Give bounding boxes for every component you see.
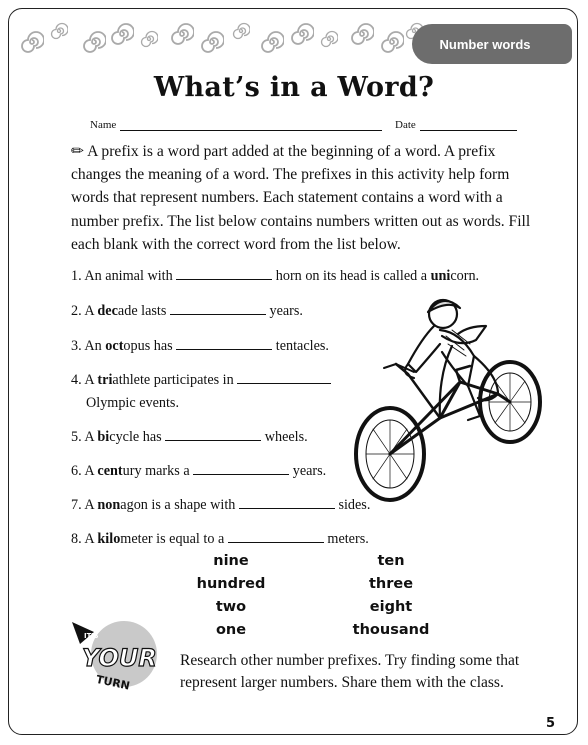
word-bank-item: eight xyxy=(369,599,413,615)
question-8 xyxy=(71,528,369,550)
prefix-highlight: non xyxy=(97,497,121,513)
swirl-icon xyxy=(20,30,44,54)
word-bank-item: three xyxy=(368,576,414,592)
prefix-highlight: bi xyxy=(97,429,110,445)
word-bank-item: one xyxy=(215,622,247,638)
question-text: An xyxy=(84,338,106,354)
question-text: corn. xyxy=(450,268,480,284)
question-text: cycle has xyxy=(109,429,162,445)
swirl-icon xyxy=(350,22,374,46)
swirl-icon xyxy=(320,30,338,48)
question-text: A xyxy=(84,429,98,445)
question-4-continued: Olympic events. xyxy=(86,395,179,411)
answer-blank-5[interactable] xyxy=(165,428,261,441)
question-text: An animal with xyxy=(84,268,173,284)
question-text: tentacles. xyxy=(275,338,329,354)
question-4 xyxy=(71,369,331,391)
word-bank-item: thousand xyxy=(352,622,430,638)
question-text: A xyxy=(84,531,98,547)
question-text: A xyxy=(84,372,98,388)
decorative-swirls xyxy=(20,18,420,58)
swirl-icon xyxy=(140,30,158,48)
prefix-highlight: kilo xyxy=(97,531,121,547)
question-text: horn on its head is called a xyxy=(275,268,431,284)
date-field[interactable] xyxy=(420,130,517,131)
swirl-icon xyxy=(200,30,224,54)
question-text: meter is equal to a xyxy=(120,531,225,547)
question-text: sides. xyxy=(338,497,371,513)
question-text: opus has xyxy=(123,338,173,354)
question-number: 1. xyxy=(71,268,82,284)
question-6 xyxy=(71,460,326,482)
badge-turn-text: TURN xyxy=(94,672,131,693)
page-title: What’s in a Word? xyxy=(153,72,435,103)
question-2 xyxy=(71,300,303,322)
question-text: ury marks a xyxy=(122,463,190,479)
answer-blank-1[interactable] xyxy=(176,267,272,280)
question-7 xyxy=(71,494,370,516)
its-your-turn-badge xyxy=(72,618,172,698)
prefix-highlight: uni xyxy=(430,268,451,284)
question-number: 6. xyxy=(71,463,82,479)
question-text: athlete participates in xyxy=(112,372,234,388)
swirl-icon xyxy=(260,30,284,54)
swirl-icon xyxy=(170,22,194,46)
question-text: A xyxy=(84,497,98,513)
question-text: meters. xyxy=(327,531,369,547)
swirl-icon xyxy=(110,22,134,46)
prefix-highlight: dec xyxy=(97,303,118,319)
question-number: 7. xyxy=(71,497,82,513)
section-tab-label: Number words xyxy=(439,36,531,52)
question-5 xyxy=(71,426,308,448)
swirl-icon xyxy=(290,22,314,46)
name-field[interactable] xyxy=(120,130,382,131)
answer-blank-7[interactable] xyxy=(239,496,335,509)
instructions-paragraph: ✏ A prefix is a word part added at the beginning of a word. A prefix changes the meaning of a word. The prefixes in this activity help form words that represent numbers. Each statement contains a word with a number prefix. The list below contains numbers written out as words. Fill each blank with the correct word from the list below. xyxy=(71,143,531,253)
answer-blank-3[interactable] xyxy=(176,337,272,350)
word-bank-item: hundred xyxy=(196,576,266,592)
question-text: agon is a shape with xyxy=(120,497,236,513)
word-bank-item: ten xyxy=(377,553,405,569)
question-number: 2. xyxy=(71,303,82,319)
question-number: 4. xyxy=(71,372,82,388)
swirl-icon xyxy=(380,30,404,54)
name-label: Name xyxy=(90,119,117,131)
your-turn-text: Research other number prefixes. Try finding some that represent larger numbers. Share them with the class. xyxy=(180,652,520,691)
question-text: A xyxy=(84,303,98,319)
answer-blank-8[interactable] xyxy=(228,530,324,543)
question-text: wheels. xyxy=(264,429,308,445)
word-bank-item: two xyxy=(215,599,247,615)
date-label: Date xyxy=(395,119,416,131)
question-number: 3. xyxy=(71,338,82,354)
answer-blank-4[interactable] xyxy=(237,371,331,384)
question-number: 5. xyxy=(71,429,82,445)
question-text: years. xyxy=(269,303,303,319)
badge-its-text: IT'S xyxy=(84,632,99,640)
question-text: ade lasts xyxy=(117,303,167,319)
badge-your-text: YOUR xyxy=(82,644,157,672)
word-bank-item: nine xyxy=(213,553,249,569)
question-1 xyxy=(71,265,479,287)
answer-blank-6[interactable] xyxy=(193,462,289,475)
prefix-highlight: cent xyxy=(97,463,123,479)
cyclist-illustration xyxy=(348,286,548,506)
question-text: years. xyxy=(292,463,327,479)
question-number: 8. xyxy=(71,531,82,547)
swirl-icon xyxy=(50,22,68,40)
swirl-icon xyxy=(232,22,250,40)
page-number: 5 xyxy=(546,716,556,731)
prefix-highlight: tri xyxy=(97,372,113,388)
prefix-highlight: oct xyxy=(105,338,124,354)
section-tab xyxy=(412,24,572,64)
swirl-icon xyxy=(82,30,106,54)
answer-blank-2[interactable] xyxy=(170,302,266,315)
question-3 xyxy=(71,335,329,357)
question-text: A xyxy=(84,463,98,479)
